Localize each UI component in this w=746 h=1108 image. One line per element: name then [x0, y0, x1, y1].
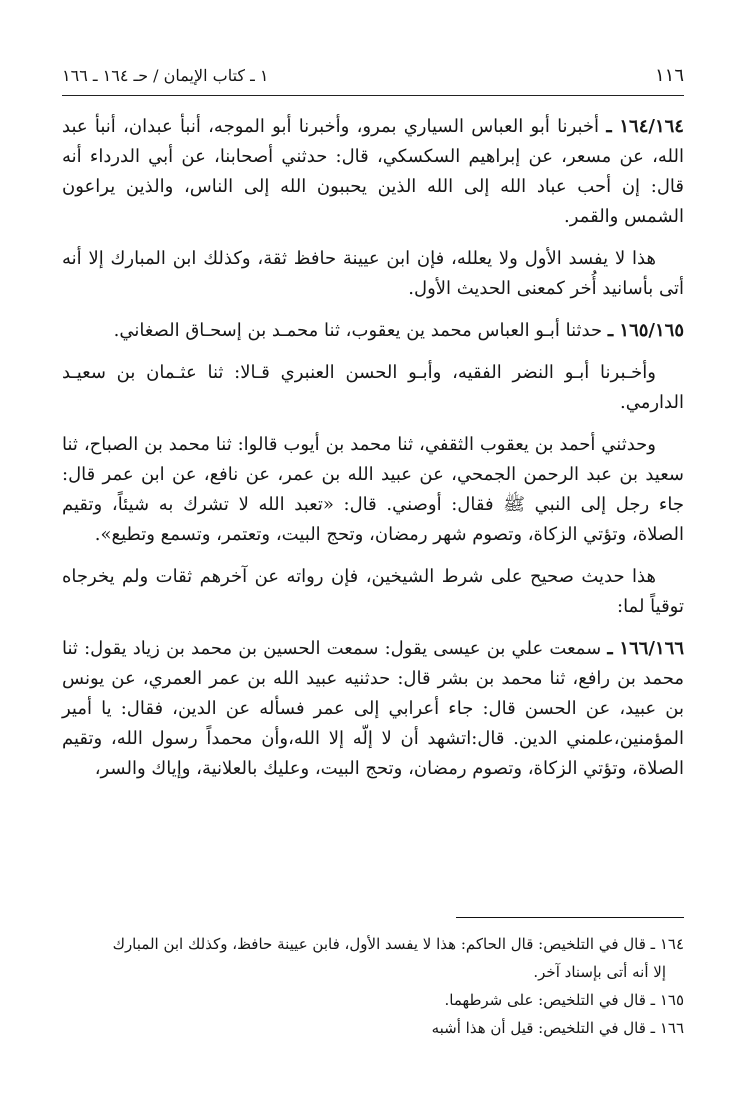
hadith-164 — [62, 112, 684, 232]
hadith-number: ١٦٤/١٦٤ ـ — [606, 116, 684, 137]
commentary-text: هذا حديث صحيح على شرط الشيخين، فإن رواته عن آخرهم ثقات ولم يخرجاه توقياً لما: — [62, 566, 684, 617]
hadith-166 — [62, 634, 684, 784]
commentary-text: هذا لا يفسد الأول ولا يعلله، فإن ابن عيينة حافظ ثقة، وكذلك ابن المبارك إلا أنه أتى بأسانيد أُخر كمعنى الحديث الأول. — [62, 248, 684, 299]
chain-165-b — [62, 358, 684, 418]
header-rule — [62, 95, 684, 96]
page-header — [62, 66, 684, 90]
footnote-164-continued: إلا أنه أتى بإسناد آخر. — [533, 963, 666, 981]
footnote-164: ١٦٤ ـ قال في التلخيص: قال الحاكم: هذا لا يفسد الأول، فابن عيينة حافظ، وكذلك ابن المبارك — [112, 935, 684, 953]
footnotes — [62, 930, 684, 1042]
footnote-166: ١٦٦ ـ قال في التلخيص: قيل أن هذا أشبه — [431, 1019, 684, 1037]
hadith-165 — [62, 316, 684, 346]
chain-text: وحدثني أحمد بن يعقوب الثقفي، ثنا محمد بن أيوب قالوا: ثنا محمد بن الصباح، ثنا سعيد بن عبد الرحمن الجمحي، عن عبيد الله بن عمر، عن نافع، عن ابن عمر قال: جاء رجل إلى النبي ﷺ فقال: أوصني. قال: «تعبد الله لا تشرك به شيئاً، وتقيم الصلاة، وتؤتي الزكاة، وتصوم شهر رمضان، وتحج البيت، وتعتمر، وتسمع وتطيع». — [62, 434, 684, 545]
running-head: ١ ـ كتاب الإيمان / حـ ١٦٤ ـ ١٦٦ — [62, 66, 269, 85]
main-text — [62, 112, 684, 796]
chain-165-c — [62, 430, 684, 550]
hadith-text: أخبرنا أبو العباس السياري بمرو، وأخبرنا أبو الموجه، أنبأ عبدان، أنبأ عبد الله، عن مسعر، عن إبراهيم السكسكي، قال: حدثني أصحابنا، عن أبي الدرداء أنه قال: إن أحب عباد الله إلى الله الذين يحببون الله إلى الناس، والذين يراعون الشمس والقمر. — [62, 116, 684, 227]
commentary-165 — [62, 562, 684, 622]
footnote-165: ١٦٥ ـ قال في التلخيص: على شرطهما. — [444, 991, 684, 1009]
page-number: ١١٦ — [654, 65, 684, 86]
hadith-text: حدثنا أبـو العباس محمد ين يعقوب، ثنا محمـد بن إسحـاق الصغاني. — [113, 320, 603, 341]
hadith-number: ١٦٥/١٦٥ ـ — [607, 320, 684, 341]
commentary-164 — [62, 244, 684, 304]
footnote-rule — [456, 917, 684, 918]
hadith-text: سمعت علي بن عيسى يقول: سمعت الحسين بن محمد بن زياد يقول: ثنا محمد بن رافع، ثنا محمد بن بشر قال: حدثنيه عبيد الله بن عمر العمري، عن يونس بن عبيد، عن الحسن قال: جاء أعرابي إلى عمر فسأله عن الدين، فقال: يا أمير المؤمنين،علمني الدين. قال:اتشهد أن لا إلّه إلا الله،وأن محمداً رسول الله، وتقيم الصلاة، وتؤتي الزكاة، وتصوم رمضان، وتحج البيت، وعليك بالعلانية، وإياك والسر، — [62, 638, 684, 779]
hadith-number: ١٦٦/١٦٦ ـ — [607, 638, 684, 659]
chain-text: وأخـبرنا أبـو النضر الفقيه، وأبـو الحسن العنبري قـالا: ثنا عثـمان بن سعيـد الدارمي. — [62, 362, 684, 413]
